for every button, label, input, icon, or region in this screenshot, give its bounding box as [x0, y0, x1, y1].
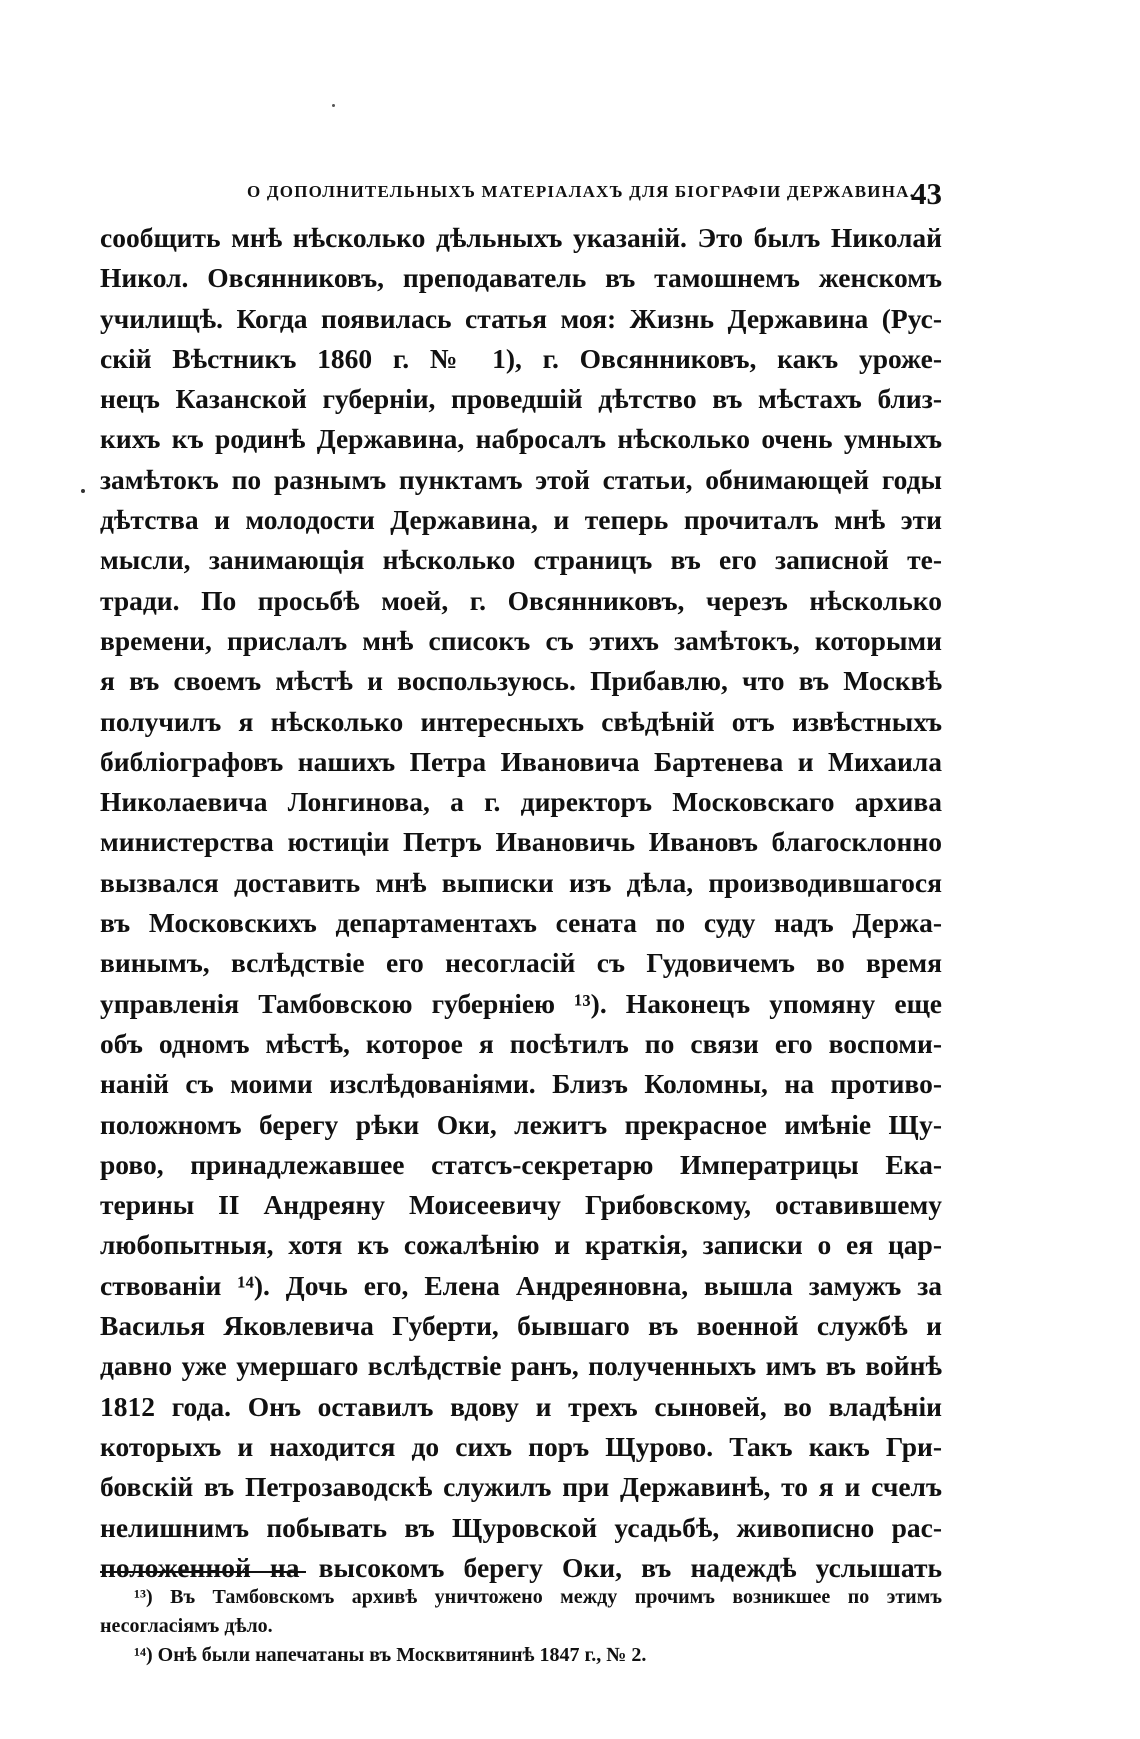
text-line: винымъ, вслѣдствіе его несогласій съ Гудовичемъ во время: [100, 947, 942, 979]
text-line: времени, прислалъ мнѣ списокъ съ этихъ замѣтокъ, которыми: [100, 624, 942, 656]
text-line: мысли, занимающія нѣсколько страницъ въ его записной те-: [100, 544, 942, 576]
text-line: Василья Яковлевича Губерти, бывшаго въ военной службѣ и: [100, 1310, 942, 1342]
page-number: 43: [911, 176, 942, 211]
text-line: нелишнимъ побывать въ Щуровской усадьбѣ, живописно рас-: [100, 1511, 942, 1543]
text-line: замѣтокъ по разнымъ пунктамъ этой статьи, обнимающей годы: [100, 463, 942, 495]
text-line: училищѣ. Когда появилась статья моя: Жизнь Державина (Рус-: [100, 302, 942, 334]
text-line: вызвался доставить мнѣ выписки изъ дѣла, производившагося: [100, 866, 942, 898]
text-line: получилъ я нѣсколько интересныхъ свѣдѣній отъ извѣстныхъ: [100, 705, 942, 737]
margin-speck: [81, 489, 85, 493]
text-line: сообщить мнѣ нѣсколько дѣльныхъ указаній. Это былъ Николай: [100, 222, 942, 253]
body-text: [100, 218, 942, 1588]
page-header: [100, 176, 942, 216]
text-line: положенной на высокомъ берегу Оки, въ надеждѣ услышать: [100, 1551, 942, 1583]
text-line: бовскій въ Петрозаводскѣ служилъ при Державинѣ, то я и счелъ: [100, 1471, 942, 1503]
text-line: тради. По просьбѣ моей, г. Овсянниковъ, черезъ нѣсколько: [100, 584, 942, 616]
text-line: объ одномъ мѣстѣ, которое я посѣтилъ по связи его воспоми-: [100, 1027, 942, 1059]
footnote-13-continuation: несогласіямъ дѣло.: [100, 1615, 273, 1637]
text-line: любопытныя, хотя къ сожалѣнію и краткія, записки о ея цар-: [100, 1229, 942, 1261]
text-line: скій Вѣстникъ 1860 г. № 1), г. Овсянниковъ, какъ уроже-: [100, 342, 942, 374]
text-line: управленія Тамбовскою губерніею ¹³). Наконецъ упомяну еще: [100, 987, 942, 1019]
footnote-14: ¹⁴) Онѣ были напечатаны въ Москвитянинѣ 1847 г., № 2.: [134, 1644, 647, 1666]
text-line: кихъ къ родинѣ Державина, набросалъ нѣсколько очень умныхъ: [100, 423, 942, 455]
footnote-divider: [100, 1571, 306, 1573]
text-line: нецъ Казанской губерніи, проведшій дѣтство въ мѣстахъ близ-: [100, 383, 942, 415]
text-line: наній съ моими изслѣдованіями. Близъ Коломны, на противо-: [100, 1068, 942, 1100]
scan-speck: [332, 104, 335, 107]
text-line: въ Московскихъ департаментахъ сената по суду надъ Держа-: [100, 907, 942, 939]
text-line: Никол. Овсянниковъ, преподаватель въ тамошнемъ женскомъ: [100, 262, 942, 294]
text-line: дѣтства и молодости Державина, и теперь прочиталъ мнѣ эти: [100, 504, 942, 536]
running-title: О ДОПОЛНИТЕЛЬНЫХЪ МАТЕРІАЛАХЪ ДЛЯ БІОГРАФІИ ДЕРЖАВИНА.: [247, 182, 916, 201]
text-line: положномъ берегу рѣки Оки, лежитъ прекрасное имѣніе Щу-: [100, 1108, 942, 1140]
text-line: я въ своемъ мѣстѣ и воспользуюсь. Прибавлю, что въ Москвѣ: [100, 665, 942, 697]
text-line: Николаевича Лонгинова, а г. директоръ Московскаго архива: [100, 786, 942, 818]
text-line: 1812 года. Онъ оставилъ вдову и трехъ сыновей, во владѣніи: [100, 1390, 942, 1422]
text-line: рово, принадлежавшее статсъ-секретарю Императрицы Ека-: [100, 1148, 942, 1180]
text-line: ствованіи ¹⁴). Дочь его, Елена Андреяновна, вышла замужъ за: [100, 1269, 942, 1301]
text-line: которыхъ и находится до сихъ поръ Щурово. Такъ какъ Гри-: [100, 1430, 942, 1462]
footnotes: [100, 1583, 942, 1670]
text-line: терины II Андреяну Моисеевичу Грибовскому, оставившему: [100, 1189, 942, 1221]
footnote-13: ¹³) Въ Тамбовскомъ архивѣ уничтожено между прочимъ возникшее по этимъ: [134, 1586, 942, 1608]
text-line: давно уже умершаго вслѣдствіе ранъ, полученныхъ имъ въ войнѣ: [100, 1350, 942, 1382]
text-line: библіографовъ нашихъ Петра Ивановича Бартенева и Михаила: [100, 745, 942, 777]
text-line: министерства юстиціи Петръ Ивановичь Ивановъ благосклонно: [100, 826, 942, 858]
